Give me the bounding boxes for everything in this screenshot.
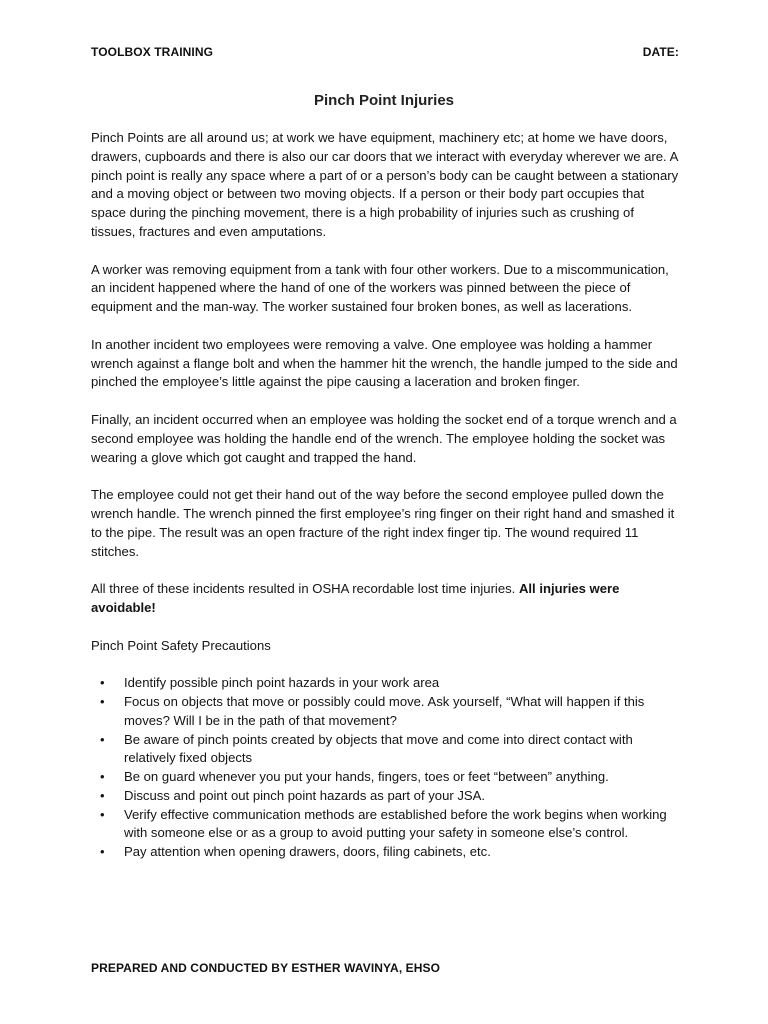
bullet-icon: •: [100, 844, 105, 860]
bullet-icon: •: [100, 806, 105, 822]
list-item: [91, 674, 681, 693]
incident-paragraph-1: A worker was removing equipment from a tank with four other workers. Due to a miscommunication, an incident happened where the hand of one of the workers was pinned between the piece of equipment and the man-way. The worker sustained four broken bones, as well as lacerations.: [91, 261, 669, 315]
incident-paragraph-2: In another incident two employees were removing a valve. One employee was holding a hammer wrench against a flange bolt and when the hammer hit the wrench, the handle jumped to the side and pinched the employee’s little against the pipe causing a laceration and broken finger.: [91, 336, 678, 390]
summary-text: All three of these incidents resulted in OSHA recordable lost time injuries.: [91, 581, 519, 597]
list-item: [91, 806, 681, 844]
list-item-text: Discuss and point out pinch point hazards as part of your JSA.: [124, 787, 486, 803]
list-item-text: Be aware of pinch points created by objects that move and come into direct contact with relatively fixed objects: [124, 731, 633, 766]
document-title: Pinch Point Injuries: [313, 92, 455, 109]
list-item-text: Identify possible pinch point hazards in your work area: [124, 675, 440, 691]
bullet-icon: •: [100, 693, 105, 709]
bullet-icon: •: [100, 731, 105, 747]
document-header: [91, 45, 679, 65]
list-item: [91, 768, 681, 787]
list-item-text: Pay attention when opening drawers, doors, filing cabinets, etc.: [124, 844, 491, 860]
list-item-text: Verify effective communication methods are established before the work begins when working with someone else or as a group to avoid putting your safety in someone else’s control.: [124, 806, 667, 841]
summary-paragraph: [91, 580, 681, 618]
list-item: [91, 843, 681, 862]
bullet-icon: •: [100, 769, 105, 785]
incident-paragraph-4: The employee could not get their hand out of the way before the second employee pulled down the wrench handle. The wrench pinned the first employee’s ring finger on their right hand and smashed it to the pipe. The result was an open fracture of the right index finger tip. The wound required 11 stitches.: [91, 487, 675, 559]
bullet-icon: •: [100, 675, 105, 691]
document-body: [91, 129, 681, 862]
precautions-list: [91, 674, 681, 862]
list-item-text: Focus on objects that move or possibly could move. Ask yourself, “What will happen if this moves? Will I be in the path of that movement?: [124, 693, 645, 728]
list-item: [91, 787, 681, 806]
precautions-heading: Pinch Point Safety Precautions: [91, 637, 271, 653]
incident-paragraph-3: Finally, an incident occurred when an employee was holding the socket end of a torque wrench and a second employee was holding the handle end of the wrench. The employee holding the socket was wearing a glove which got caught and trapped the hand.: [91, 411, 677, 465]
summary-emphasis: All injuries were avoidable!: [91, 581, 620, 615]
document-footer: PREPARED AND CONDUCTED BY ESTHER WAVINYA, EHSO: [91, 961, 441, 975]
header-date-label: DATE:: [642, 45, 679, 59]
list-item: [91, 693, 681, 731]
header-title: TOOLBOX TRAINING: [91, 45, 214, 59]
bullet-icon: •: [100, 787, 105, 803]
intro-paragraph: Pinch Points are all around us; at work we have equipment, machinery etc; at home we have doors, drawers, cupboards and there is also our car doors that we interact with everyday wherever we are. A pinch point is really any space where a part of or a person’s body can be caught between a stationary and a moving object or between two moving objects. If a person or their body part occupies that space during the pinching movement, there is a high probability of injuries such as crushing of tissues, fractures and even amputations.: [91, 130, 679, 239]
list-item-text: Be on guard whenever you put your hands, fingers, toes or feet “between” anything.: [124, 769, 609, 785]
list-item: [91, 731, 681, 769]
